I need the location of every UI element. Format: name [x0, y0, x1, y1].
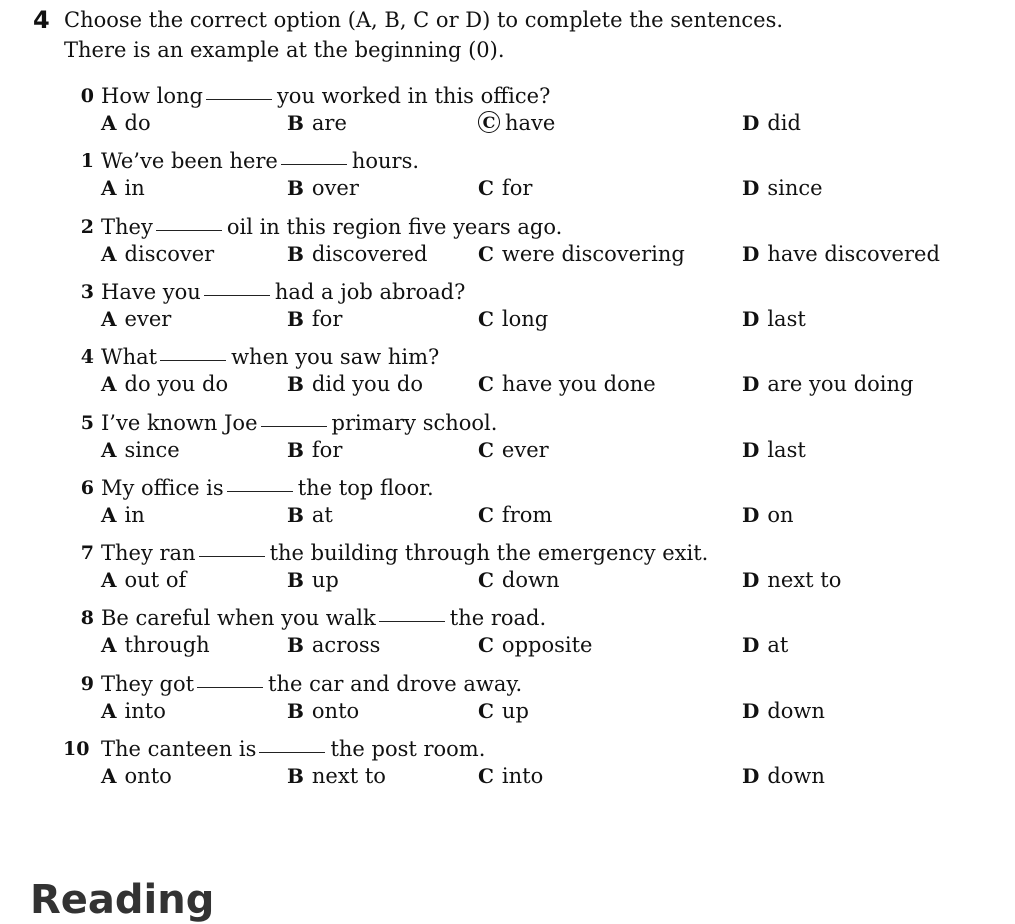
option-text: long [501, 307, 549, 331]
option-text: have discovered [767, 242, 940, 266]
question-text-before: They [101, 215, 153, 239]
question-text-before: The canteen is [101, 737, 257, 761]
option-c[interactable] [478, 567, 560, 593]
instruction-line-2: There is an example at the beginning (0). [64, 38, 505, 62]
option-a[interactable] [101, 241, 214, 267]
question-item [0, 736, 1015, 802]
option-letter: C [478, 372, 494, 396]
option-letter: C [478, 438, 494, 462]
question-text [101, 605, 546, 631]
option-letter: B [287, 503, 304, 527]
question-text-after: the building through the emergency exit. [269, 541, 709, 565]
option-text: out of [124, 568, 187, 592]
question-item [0, 83, 1015, 149]
question-item [0, 475, 1015, 541]
question-text [101, 475, 434, 501]
option-text: for [311, 438, 343, 462]
option-text: on [767, 503, 794, 527]
question-text-before: They got [101, 672, 195, 696]
answer-blank[interactable] [227, 490, 293, 492]
option-d[interactable] [742, 371, 913, 397]
option-letter-circled: C [478, 111, 500, 133]
option-letter: D [742, 568, 760, 592]
question-number: 2 [80, 216, 94, 238]
option-a[interactable] [101, 567, 186, 593]
question-text [101, 214, 562, 240]
option-a[interactable] [101, 437, 180, 463]
option-letter: B [287, 307, 304, 331]
question-item [0, 605, 1015, 671]
option-letter: A [101, 176, 117, 200]
question-item [0, 410, 1015, 476]
question-number: 9 [80, 673, 94, 695]
option-text: have [505, 111, 556, 135]
question-text [101, 671, 522, 697]
option-text: down [767, 699, 825, 723]
question-text-after: primary school. [331, 411, 498, 435]
question-text-after: had a job abroad? [274, 280, 466, 304]
option-a[interactable] [101, 306, 171, 332]
question-item [0, 148, 1015, 214]
option-letter: B [287, 568, 304, 592]
section-heading-reading: Reading [30, 877, 215, 923]
question-number: 4 [80, 346, 94, 368]
question-text-after: oil in this region five years ago. [226, 215, 563, 239]
option-text: across [311, 633, 381, 657]
option-letter: A [101, 242, 117, 266]
question-text-before: How long [101, 84, 203, 108]
option-text: into [124, 699, 166, 723]
option-c[interactable] [478, 763, 543, 789]
question-item [0, 279, 1015, 345]
option-text: in [124, 176, 145, 200]
option-text: did you do [311, 372, 423, 396]
option-letter: B [287, 111, 304, 135]
option-text: down [501, 568, 560, 592]
option-b[interactable] [287, 110, 347, 136]
option-letter: D [742, 176, 760, 200]
answer-blank[interactable] [261, 425, 327, 427]
question-text [101, 279, 465, 305]
option-d[interactable] [742, 110, 801, 136]
option-d[interactable] [742, 241, 940, 267]
option-text: down [767, 764, 825, 788]
question-text-after: the road. [449, 606, 547, 630]
option-letter: B [287, 699, 304, 723]
option-text: next to [311, 764, 386, 788]
option-text: at [311, 503, 333, 527]
option-b[interactable] [287, 241, 427, 267]
option-letter: B [287, 242, 304, 266]
option-b[interactable] [287, 698, 359, 724]
question-text-after: when you saw him? [231, 345, 440, 369]
option-b[interactable] [287, 763, 386, 789]
option-text: for [501, 176, 533, 200]
option-letter: D [742, 633, 760, 657]
question-text-after: hours. [351, 149, 420, 173]
option-letter: D [742, 111, 760, 135]
option-b[interactable] [287, 371, 423, 397]
option-c[interactable] [478, 241, 685, 267]
answer-blank[interactable] [281, 163, 347, 165]
answer-blank[interactable] [206, 98, 272, 100]
option-letter: D [742, 242, 760, 266]
option-text: from [501, 503, 553, 527]
option-text: in [124, 503, 145, 527]
question-text-after: the car and drove away. [268, 672, 523, 696]
question-text [101, 148, 419, 174]
question-number: 10 [63, 738, 90, 760]
question-text-before: I’ve known Joe [101, 411, 258, 435]
question-number: 1 [80, 150, 94, 172]
option-letter: A [101, 111, 117, 135]
option-text: through [124, 633, 210, 657]
option-letter: D [742, 764, 760, 788]
answer-blank[interactable] [197, 686, 263, 688]
question-text [101, 736, 485, 762]
question-text [101, 410, 497, 436]
question-item [0, 540, 1015, 606]
option-c[interactable] [478, 175, 532, 201]
option-text: last [767, 438, 806, 462]
option-c[interactable] [478, 437, 549, 463]
option-text: up [311, 568, 339, 592]
option-letter: B [287, 176, 304, 200]
option-letter: B [287, 372, 304, 396]
option-text: into [501, 764, 544, 788]
option-letter: C [478, 242, 494, 266]
option-letter: A [101, 568, 117, 592]
answer-blank[interactable] [259, 751, 325, 753]
option-text: do [124, 111, 151, 135]
option-letter: A [101, 633, 117, 657]
question-number: 8 [80, 607, 94, 629]
answer-blank[interactable] [204, 294, 270, 296]
option-letter: D [742, 503, 760, 527]
option-letter: A [101, 764, 117, 788]
answer-blank[interactable] [160, 359, 226, 361]
option-d[interactable] [742, 632, 788, 658]
option-b[interactable] [287, 502, 333, 528]
option-b[interactable] [287, 567, 339, 593]
option-d[interactable] [742, 175, 823, 201]
option-letter: B [287, 633, 304, 657]
option-b[interactable] [287, 175, 359, 201]
question-text-before: Have you [101, 280, 201, 304]
option-text: ever [501, 438, 549, 462]
option-letter: B [287, 764, 304, 788]
question-number: 7 [80, 542, 94, 564]
option-c[interactable] [478, 632, 592, 658]
question-number: 5 [80, 412, 94, 434]
option-letter: C [478, 699, 494, 723]
option-letter: C [478, 307, 494, 331]
option-b[interactable] [287, 632, 380, 658]
option-text: since [767, 176, 823, 200]
option-a[interactable] [101, 763, 172, 789]
option-letter: A [101, 307, 117, 331]
option-letter: A [101, 438, 117, 462]
option-letter: A [101, 372, 117, 396]
option-letter: D [742, 307, 760, 331]
option-a[interactable] [101, 698, 166, 724]
option-d[interactable] [742, 306, 806, 332]
option-text: for [311, 307, 343, 331]
option-text: opposite [501, 633, 593, 657]
option-letter: C [478, 633, 494, 657]
question-text [101, 83, 550, 109]
option-letter: A [101, 503, 117, 527]
question-text-after: the top floor. [297, 476, 434, 500]
option-a[interactable] [101, 371, 228, 397]
option-c[interactable] [478, 306, 548, 332]
option-text: next to [767, 568, 842, 592]
option-text: are you doing [767, 372, 914, 396]
option-text: do you do [124, 372, 229, 396]
option-text: last [767, 307, 806, 331]
option-letter: D [742, 372, 760, 396]
answer-blank[interactable] [199, 555, 265, 557]
option-d[interactable] [742, 763, 825, 789]
option-d[interactable] [742, 437, 806, 463]
question-item [0, 214, 1015, 280]
option-letter: D [742, 438, 760, 462]
option-text: onto [311, 699, 360, 723]
option-letter: C [478, 503, 494, 527]
question-item [0, 671, 1015, 737]
question-text-after: the post room. [330, 737, 486, 761]
question-text-before: What [101, 345, 158, 369]
option-letter: C [478, 176, 494, 200]
instruction-line-1: Choose the correct option (A, B, C or D) to complete the sentences. [64, 8, 784, 32]
option-a[interactable] [101, 502, 145, 528]
question-number: 6 [80, 477, 94, 499]
option-b[interactable] [287, 306, 342, 332]
option-text: discover [124, 242, 215, 266]
option-text: have you done [501, 372, 656, 396]
question-text [101, 540, 708, 566]
option-d[interactable] [742, 502, 794, 528]
option-a[interactable] [101, 110, 151, 136]
option-text: are [311, 111, 347, 135]
question-item [0, 344, 1015, 410]
option-text: did [767, 111, 801, 135]
option-letter: B [287, 438, 304, 462]
option-d[interactable] [742, 567, 841, 593]
option-a[interactable] [101, 175, 145, 201]
option-c[interactable] [478, 502, 552, 528]
option-text: over [311, 176, 359, 200]
question-text-before: They ran [101, 541, 196, 565]
option-text: ever [124, 307, 172, 331]
option-text: since [124, 438, 180, 462]
question-text-before: Be careful when you walk [101, 606, 376, 630]
answer-blank[interactable] [156, 229, 222, 231]
option-text: discovered [311, 242, 428, 266]
option-text: at [767, 633, 789, 657]
question-text-before: We’ve been here [101, 149, 278, 173]
option-letter: C [478, 568, 494, 592]
option-text: were discovering [501, 242, 685, 266]
option-c[interactable] [478, 698, 529, 724]
option-letter: C [478, 764, 494, 788]
option-letter: D [742, 699, 760, 723]
question-number: 0 [80, 85, 94, 107]
option-letter: A [101, 699, 117, 723]
question-number: 3 [80, 281, 94, 303]
option-c[interactable] [478, 110, 555, 136]
option-text: up [501, 699, 529, 723]
question-text-after: you worked in this office? [276, 84, 551, 108]
option-c[interactable] [478, 371, 656, 397]
question-text-before: My office is [101, 476, 224, 500]
option-a[interactable] [101, 632, 210, 658]
question-text [101, 344, 439, 370]
exercise-number: 4 [33, 6, 50, 34]
option-text: onto [124, 764, 172, 788]
option-d[interactable] [742, 698, 825, 724]
answer-blank[interactable] [379, 620, 445, 622]
option-b[interactable] [287, 437, 342, 463]
